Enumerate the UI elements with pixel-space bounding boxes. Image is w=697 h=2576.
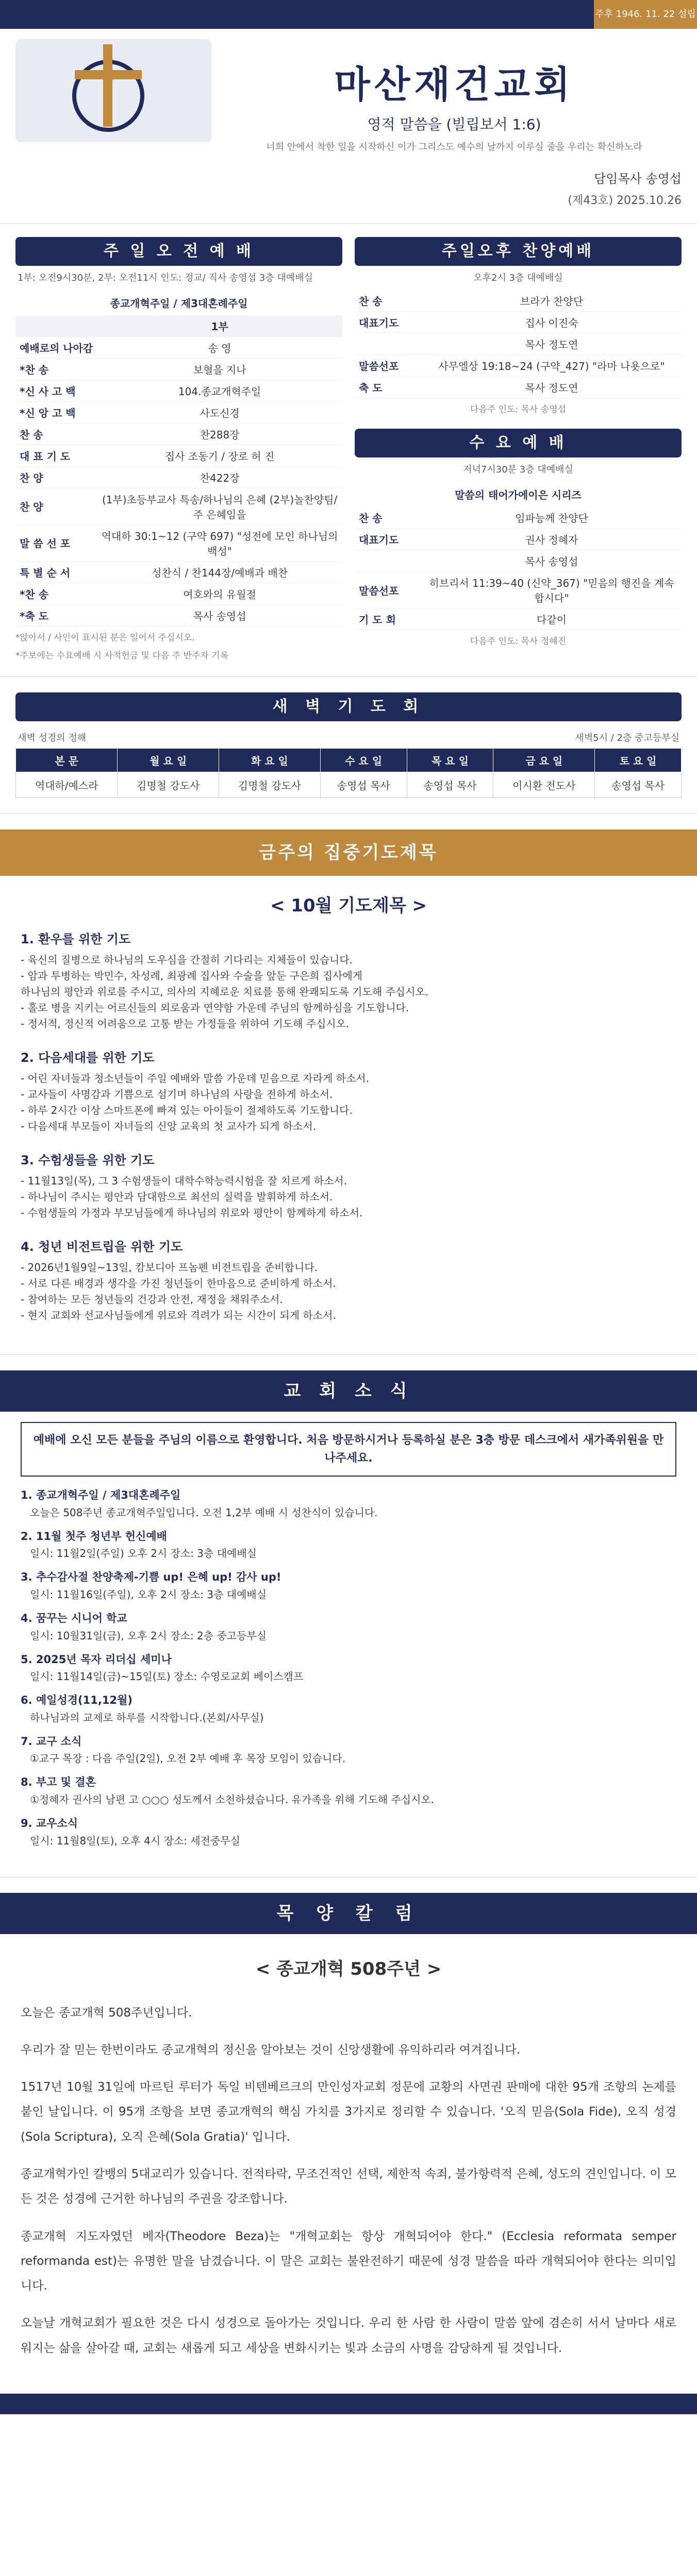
prayer-topic-heading: 2. 다음세대를 위한 기도 [21, 1050, 155, 1065]
motto: 영적 말씀을 (빌립보서 1:6) [367, 116, 541, 133]
news-item-body: ①정혜자 권사의 남편 고 ○○○ 성도께서 소천하셨습니다. 유가족을 위해 기도해 주십시오. [30, 1793, 435, 1806]
news-item-heading: 2. 11월 첫주 청년부 헌신예배 [21, 1530, 167, 1543]
morning-order-title: 종교개혁주일 / 제3대혼례주일 [110, 297, 248, 310]
news-item-body: 일시: 10월31일(금), 오후 2시 장소: 2층 중고등부실 [30, 1629, 267, 1642]
morning-note-1: *앉아서 / 사인이 표시된 분은 일어서 주십시오. [15, 632, 195, 643]
prayer-topic-heading: 3. 수험생들을 위한 기도 [21, 1153, 155, 1167]
news-item [21, 1610, 676, 1644]
order-role: 특 별 순 서 [15, 561, 97, 583]
prayer-topic-lines [21, 1071, 676, 1134]
news-item [21, 1815, 676, 1849]
dawn-prayer-left-meta: 새벽 성경의 정해 [18, 732, 87, 743]
morning-order-row [15, 445, 342, 466]
wednesday-row [355, 529, 682, 550]
news-item-body: ①교구 목장 : 다음 주일(2일), 오전 2부 예배 후 목장 모임이 있습니다. [30, 1752, 346, 1765]
order-role: *찬 송 [15, 358, 97, 380]
morning-note-2: *주보에는 수요예배 시 사적헌금 및 다음 주 반주자 기록 [15, 651, 229, 662]
top-strip [0, 0, 697, 29]
prayer-topic-line: - 하나님이 주시는 평안과 담대함으로 최선의 실력을 발휘하게 하소서. [21, 1190, 333, 1203]
news-item-body: 일시: 11월14일(금)~15일(토) 장소: 수영로교회 베이스캠프 [30, 1670, 304, 1683]
issue-tag: 주후 1946. 11. 22 설립 [594, 0, 697, 29]
dawn-prayer-section [0, 677, 697, 814]
news-item-heading: 5. 2025년 목자 리더십 세미나 [21, 1653, 172, 1666]
roster-header: 화 요 일 [219, 748, 321, 772]
dawn-prayer-meta [18, 731, 679, 744]
morning-order-row [15, 488, 342, 524]
order-value: 히브리서 11:39~40 (신약_367) "믿음의 행진을 계속합시다" [422, 572, 682, 608]
order-role [355, 550, 422, 572]
news-title: 교 회 소 식 [0, 1370, 697, 1412]
roster-cell: 역대하/예스라 [16, 772, 118, 798]
order-value: 사무엘상 19:18~24 (구약_427) "라마 나욧으로" [422, 354, 682, 376]
order-role: 말 씀 선 포 [15, 524, 97, 561]
wednesday-title: 수 요 예 배 [355, 429, 682, 457]
order-value: 송 영 [97, 336, 342, 358]
prayer-topic-line: - 현지 교회와 선교사님들에게 위로와 격려가 되는 시간이 되게 하소서. [21, 1309, 336, 1321]
roster-cell: 이시환 전도사 [493, 772, 595, 798]
order-role: 말씀선포 [355, 572, 422, 608]
morning-order-row [15, 358, 342, 380]
order-role: 찬 송 [355, 507, 422, 529]
morning-order-head [15, 315, 342, 337]
morning-order-row [15, 380, 342, 401]
order-role: 찬 송 [355, 290, 422, 312]
prayer-topics-title: < 10월 기도제목 > [270, 895, 427, 916]
order-role: 기 도 회 [355, 608, 422, 630]
order-value: 사도신경 [97, 401, 342, 423]
prayer-topic [21, 1236, 676, 1324]
news-item [21, 1487, 676, 1521]
order-role: 찬 양 [15, 488, 97, 524]
order-role: *찬 송 [15, 583, 97, 604]
afternoon-row [355, 354, 682, 376]
order-role: *신 사 고 백 [15, 380, 97, 401]
services-section [0, 224, 697, 677]
news-item-body: 오늘은 508주년 종교개혁주일입니다. 오전 1,2부 예배 시 성찬식이 있습니다. [30, 1506, 378, 1519]
prayer-topic [21, 1150, 676, 1221]
order-value: 목사 정도연 [422, 333, 682, 354]
prayer-topic-line: - 정서적, 정신적 어려움으로 고통 받는 가정들을 위하여 기도해 주십시오. [21, 1017, 350, 1030]
prayer-topic-line: - 어린 자녀들과 청소년들이 주일 예배와 말씀 가운데 믿음으로 자라게 하소서. [21, 1072, 370, 1084]
afternoon-row [355, 311, 682, 333]
wednesday-row [355, 608, 682, 630]
prayer-topic-line: - 참여하는 모든 청년들의 건강과 안전, 재정을 채워주소서. [21, 1293, 283, 1306]
roster-header: 본 문 [16, 748, 118, 772]
news-item-body: 일시: 11월16일(주일), 오후 2시 장소: 3층 대예배실 [30, 1588, 267, 1601]
roster-cell: 송영섭 목사 [320, 772, 407, 798]
news-item-heading: 6. 예일성경(11,12월) [21, 1694, 132, 1707]
prayer-topics [0, 876, 697, 1355]
prayer-topic-line: - 서로 다른 배경과 생각을 가진 청년들이 한마음으로 준비하게 하소서. [21, 1277, 336, 1290]
column-paragraph: 오늘은 종교개혁 508주년입니다. [21, 2006, 192, 2020]
morning-sub: 1부: 오전9시30분, 2부: 오전11시 인도: 정교/ 직사 송영섭 3층 대예배실 [18, 272, 313, 283]
wednesday-table [355, 507, 682, 630]
prayer-topic-lines [21, 952, 676, 1032]
prayer-topic-lines [21, 1173, 676, 1221]
afternoon-row [355, 376, 682, 398]
afternoon-note: 다음주 인도: 목사 송영섭 [470, 404, 567, 415]
wednesday-row [355, 572, 682, 608]
morning-order-row [15, 583, 342, 604]
prayer-topic-line: 하나님의 평안과 위로를 주시고, 의사의 지혜로운 치료를 통해 완쾌되도록 기도해 주십시오. [21, 985, 429, 998]
motto-verse: 너희 안에서 착한 일을 시작하신 이가 그리스도 예수의 날까지 이루실 줄을 우리는 확신하노라 [266, 142, 642, 152]
prayer-topic-line: - 수험생들의 가정과 부모님들에게 하나님의 위로와 평안이 함께하게 하소서. [21, 1206, 363, 1219]
order-value: 찬422장 [97, 466, 342, 488]
order-role: 예배로의 나아감 [15, 336, 97, 358]
afternoon-table [355, 290, 682, 398]
order-role [355, 333, 422, 354]
pastor-column [0, 1877, 697, 2394]
dawn-prayer-table [15, 748, 682, 798]
news-item-body: 하나님과의 교제로 하루를 시작합니다.(본회/사무실) [30, 1711, 264, 1724]
prayer-topic-lines [21, 1260, 676, 1324]
dawn-prayer-right-meta: 새벽5시 / 2층 중고등부실 [575, 732, 679, 743]
morning-service [15, 237, 342, 663]
prayer-topic-line: - 하루 2시간 이상 스마트폰에 빠져 있는 아이들이 절제하도록 기도합니다. [21, 1104, 353, 1116]
news-item [21, 1733, 676, 1767]
news-item [21, 1569, 676, 1603]
welcome-box: 예배에 오신 모든 분들을 주님의 이름으로 환영합니다. 처음 방문하시거나 등록하실 분은 3층 방문 데스크에서 새가족위원을 만나주세요. [21, 1422, 676, 1477]
prayer-topic-heading: 1. 환우를 위한 기도 [21, 931, 131, 946]
col-1bu: 1부 [97, 315, 342, 337]
news-item [21, 1651, 676, 1685]
column-heading: < 종교개혁 508주년 > [255, 1958, 442, 1979]
order-value: 브라가 찬양단 [422, 290, 682, 312]
wednesday-sub: 저녁7시30분 3층 대예배실 [463, 464, 573, 476]
prayer-topics-bar: 금주의 집중기도제목 [0, 829, 697, 876]
church-news [0, 1355, 697, 1877]
news-item-body: 일시: 11월2일(주일) 오후 2시 장소: 3층 대예배실 [30, 1547, 257, 1560]
order-role: 말씀선포 [355, 354, 422, 376]
news-item-body: 일시: 11월8일(토), 오후 4시 장소: 세전중무실 [30, 1834, 240, 1847]
news-item-heading: 7. 교구 소식 [21, 1735, 82, 1748]
order-role: 찬 송 [15, 423, 97, 445]
afternoon-sub: 오후2시 3층 대예배실 [473, 272, 563, 283]
roster-header: 월 요 일 [118, 748, 219, 772]
wednesday-row [355, 550, 682, 572]
church-name: 마산재건교회 [334, 62, 574, 106]
order-value: 임파능께 찬양단 [422, 507, 682, 529]
afternoon-row [355, 290, 682, 312]
order-value: 목사 정도연 [422, 376, 682, 398]
news-item [21, 1528, 676, 1562]
roster-header: 금 요 일 [493, 748, 595, 772]
order-role: 대표기도 [355, 529, 422, 550]
roster-header: 토 요 일 [595, 748, 682, 772]
news-item [21, 1692, 676, 1726]
dawn-prayer-title: 새 벽 기 도 회 [15, 692, 682, 721]
order-role: 축 도 [355, 376, 422, 398]
order-value: 다같이 [422, 608, 682, 630]
order-value: 찬288장 [97, 423, 342, 445]
news-item-heading: 3. 추수감사절 찬양축제-기쁨 up! 은혜 up! 감사 up! [21, 1571, 281, 1584]
order-value: 집사 이진숙 [422, 311, 682, 333]
order-role: 찬 양 [15, 466, 97, 488]
order-value: 권사 정혜자 [422, 529, 682, 550]
wednesday-row [355, 507, 682, 529]
prayer-topic-line: - 교사들이 사명감과 기쁨으로 섬기며 하나님의 사랑을 전하게 하소서. [21, 1088, 333, 1100]
prayer-topic [21, 929, 676, 1032]
roster-cell: 송영섭 목사 [407, 772, 493, 798]
bulletin-header [0, 29, 697, 224]
roster-cell: 김명철 강도사 [219, 772, 321, 798]
prayer-topic-line: - 다음세대 부모들이 자녀들의 신앙 교육의 첫 교사가 되게 하소서. [21, 1120, 317, 1132]
morning-order-row [15, 423, 342, 445]
afternoon-row [355, 333, 682, 354]
column-paragraph: 오늘날 개혁교회가 필요한 것은 다시 성경으로 돌아가는 것입니다. 우리 한 사람 한 사람이 말씀 앞에 겸손히 서서 날마다 새로워지는 삶을 살아갈 때, 교회는 새롭게 되고 세상을 변화시키는 빛과 소금의 사명을 감당하게 될 것입니다. [21, 2316, 676, 2355]
news-item-heading: 1. 종교개혁주일 / 제3대혼례주일 [21, 1489, 181, 1502]
church-logo [15, 39, 211, 142]
prayer-topic [21, 1047, 676, 1134]
morning-order-row [15, 466, 342, 488]
morning-order-row [15, 401, 342, 423]
afternoon-title: 주일오후 찬양예배 [355, 237, 682, 266]
roster-cell: 김명철 강도사 [118, 772, 219, 798]
issue-number: (제43호) 2025.10.26 [568, 194, 682, 207]
order-value: 역대하 30:1~12 (구약 697) "성전에 모인 하나님의 백성" [97, 524, 342, 561]
roster-header: 수 요 일 [320, 748, 407, 772]
order-role: *축 도 [15, 604, 97, 626]
morning-order-row [15, 561, 342, 583]
order-value: (1부)초등부교사 특송/하나님의 은혜 (2부)놀찬양팀/주 은혜임을 [97, 488, 342, 524]
order-value: 목사 송영섭 [97, 604, 342, 626]
morning-title: 주 일 오 전 예 배 [15, 237, 342, 266]
column-title: 목 양 칼 럼 [0, 1893, 697, 1934]
order-value: 여호와의 유월절 [97, 583, 342, 604]
column-paragraph: 1517년 10월 31일에 마르틴 루터가 독일 비텐베르크의 만인성자교회 정문에 교황의 사면권 판매에 대한 95개 조항의 논제를 붙인 날입니다. 이 95개 조항을 보면 종교개혁의 핵심 가치를 3가지로 정리할 수 있습니다. '오직 믿음(Sola Fide), 오직 성경(Sola Scriptura), 오직 은혜(Sola Gratia)' 입니다. [21, 2080, 676, 2144]
news-item-heading: 9. 교우소식 [21, 1817, 78, 1829]
order-value: 104.종교개혁주일 [97, 380, 342, 401]
order-value: 목사 송영섭 [422, 550, 682, 572]
header-info [227, 39, 682, 208]
morning-order-row [15, 336, 342, 358]
wednesday-note: 다음주 인도: 목사 정혜진 [470, 636, 567, 647]
news-item-heading: 4. 꿈꾸는 시니어 학교 [21, 1612, 127, 1624]
order-role: 대 표 기 도 [15, 445, 97, 466]
prayer-topic-line: - 2026년1월9일~13일, 캄보디아 프놈펜 비전트립을 준비합니다. [21, 1261, 318, 1274]
prayer-topic-line: - 11월13일(목), 그 3 수험생들이 대학수학능력시험을 잘 치르게 하소서. [21, 1174, 347, 1187]
roster-header: 목 요 일 [407, 748, 493, 772]
afternoon-wednesday [355, 237, 682, 663]
wednesday-order-title: 말씀의 태어가에이은 시리즈 [455, 489, 582, 502]
prayer-topic-line: - 홀로 병을 지키는 어르신들의 외로움과 연약함 가운데 주님의 함께하심을 기도합니다. [21, 1001, 409, 1014]
order-role: 대표기도 [355, 311, 422, 333]
column-paragraph: 우리가 잘 믿는 한번이라도 종교개혁의 정신을 알아보는 것이 신앙생활에 유익하리라 여겨집니다. [21, 2043, 521, 2057]
roster-cell: 송영섭 목사 [595, 772, 682, 798]
bottom-band [0, 2394, 697, 2414]
news-item [21, 1774, 676, 1808]
prayer-topic-line: - 암과 투병하는 박민수, 차성례, 최광례 집사와 수술을 앞둔 구은희 집사에게 [21, 969, 363, 982]
order-value: 보혈을 지나 [97, 358, 342, 380]
order-value: 집사 조동기 / 장로 허 진 [97, 445, 342, 466]
morning-order-row [15, 524, 342, 561]
order-role: *신 앙 고 백 [15, 401, 97, 423]
morning-order-row [15, 604, 342, 626]
column-paragraph: 종교개혁 지도자였던 베자(Theodore Beza)는 "개혁교회는 항상 개혁되어야 한다." (Ecclesia reformata semper reformanda est)는 유명한 말을 남겼습니다. 이 말은 교회는 불완전하기 때문에 성경 말씀을 따라 개혁되어야 한다는 의미입니다. [21, 2229, 676, 2293]
order-value: 성찬식 / 찬144장/예배과 배찬 [97, 561, 342, 583]
column-paragraph: 종교개혁가인 칼뱅의 5대교리가 있습니다. 전적타락, 무조건적인 선택, 제한적 속죄, 불가항력적 은혜, 성도의 견인입니다. 이 모든 것은 성경에 근거한 하나님의 주권을 강조합니다. [21, 2167, 676, 2206]
morning-order-table [15, 315, 342, 626]
prayer-topic-line: - 육신의 질병으로 하나님의 도우심을 간절히 기다리는 지체들이 있습니다. [21, 953, 353, 966]
news-item-heading: 8. 부고 및 결혼 [21, 1776, 96, 1789]
prayer-topic-heading: 4. 청년 비전트립을 위한 기도 [21, 1239, 183, 1254]
pastor-name: 담임목사 송영섭 [594, 171, 682, 186]
